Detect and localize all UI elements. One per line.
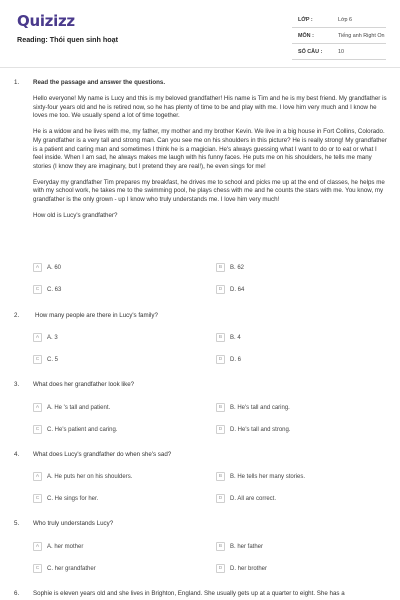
meta-row-class: [292, 12, 386, 28]
worksheet-meta-table: [292, 12, 386, 60]
option-d[interactable]: [216, 355, 241, 364]
option-letter-box: A: [33, 403, 42, 412]
passage-paragraph: Hello everyone! My name is Lucy and this is my beloved grandfather! His name is Tim and he is my best friend. My grandfather is sixty-four years old and he is retired now, so he has plenty of time to be and play with me. I love him very much and I know he loves me too. We usually spend a lot of time together.: [33, 95, 387, 120]
option-text: D. her brother: [230, 565, 268, 572]
option-letter-box: B: [216, 333, 225, 342]
option-letter-box: C: [33, 494, 42, 503]
question-number: 3.: [14, 381, 20, 388]
option-text: D. 64: [230, 286, 245, 293]
option-text: A. her mother: [47, 543, 84, 550]
option-b[interactable]: [216, 403, 290, 412]
option-letter-box: B: [216, 542, 225, 551]
meta-key: MÔN :: [298, 32, 314, 39]
passage-paragraph: He is a widow and he lives with me, my father, my mother and my brother Kevin. We live in a big house in Fort Collins, Colorado. My grandfather is a very tall and strong man. Can you see me on his shoulders in this picture? He is really strong! My grandfather is a patient and caring man and sometimes I think he is a magician. He's always guessing what I want to do or to eat or what I feel inside. When I am sad, he always makes me laugh with his funny faces. He puts me on his shoulders, he tells me many stories (I know they are imaginary, but I pretend they are real!), he even sings for me!: [33, 128, 387, 170]
option-letter-box: C: [33, 564, 42, 573]
question-text: How old is Lucy's grandfather?: [33, 212, 118, 220]
option-letter-box: D: [216, 494, 225, 503]
question-number: 6.: [14, 590, 20, 597]
option-text: C. He sings for her.: [47, 495, 99, 502]
option-d[interactable]: [216, 425, 291, 434]
question-text: Who truly understands Lucy?: [33, 520, 114, 527]
option-a[interactable]: [33, 333, 58, 342]
option-text: A. 60: [47, 264, 62, 271]
worksheet-title: Reading: Thói quen sinh hoạt: [17, 35, 119, 44]
option-letter-box: D: [216, 425, 225, 434]
option-letter-box: B: [216, 403, 225, 412]
option-c[interactable]: [33, 494, 98, 503]
question-number: 5.: [14, 520, 20, 527]
option-text: B. He tells her many stories.: [230, 473, 306, 480]
option-letter-box: A: [33, 542, 42, 551]
option-text: C. 5: [47, 356, 59, 363]
option-a[interactable]: [33, 403, 110, 412]
option-letter-box: A: [33, 472, 42, 481]
question-number: 2.: [14, 312, 20, 319]
option-text: B. He's tall and caring.: [230, 404, 290, 411]
option-text: C. her grandfather: [47, 565, 96, 572]
option-letter-box: A: [33, 263, 42, 272]
option-text: A. 3: [47, 334, 58, 341]
meta-key: LỚP :: [298, 16, 313, 23]
option-d[interactable]: [216, 285, 244, 294]
option-letter-box: B: [216, 263, 225, 272]
question-text: How many people are there in Lucy's family?: [35, 312, 158, 319]
option-letter-box: D: [216, 355, 225, 364]
option-letter-box: A: [33, 333, 42, 342]
meta-value: 10: [338, 48, 344, 55]
option-c[interactable]: [33, 564, 96, 573]
option-text: A. He 's tall and patient.: [47, 404, 111, 411]
option-c[interactable]: [33, 285, 61, 294]
passage-paragraph: Everyday my grandfather Tim prepares my breakfast, he drives me to school and picks me up at the end of classes, he helps me with my school work, he takes me to the swimming pool, he plays chess with me and he counts the stars with me. You know, my grandfather is the only grown - up I know who truly understands me. I love him very much!: [33, 178, 385, 204]
meta-key: SỐ CÂU :: [298, 48, 323, 55]
option-text: C. He's patient and caring.: [47, 426, 118, 433]
option-text: A. He puts her on his shoulders.: [47, 473, 133, 480]
option-text: B. 4: [230, 334, 241, 341]
option-letter-box: B: [216, 472, 225, 481]
passage-instruction: Read the passage and answer the questions.: [33, 79, 166, 86]
option-letter-box: C: [33, 285, 42, 294]
option-a[interactable]: [33, 472, 132, 481]
meta-value: Lớp 6: [338, 16, 353, 23]
option-text: D. 6: [230, 356, 242, 363]
option-letter-box: D: [216, 285, 225, 294]
option-text: B. her father: [230, 543, 264, 550]
meta-row-subject: [292, 28, 386, 44]
option-c[interactable]: [33, 355, 58, 364]
option-d[interactable]: [216, 564, 267, 573]
option-text: B. 62: [230, 264, 245, 271]
meta-value: Tiếng anh Right On: [338, 32, 385, 39]
question-body: [33, 79, 388, 228]
option-d[interactable]: [216, 494, 276, 503]
question-text: What does her grandfather look like?: [33, 381, 135, 388]
option-letter-box: C: [33, 355, 42, 364]
option-text: D. All are correct.: [230, 495, 277, 502]
option-letter-box: C: [33, 425, 42, 434]
option-b[interactable]: [216, 333, 241, 342]
option-c[interactable]: [33, 425, 118, 434]
question-text: What does Lucy's grandfather do when she's sad?: [33, 451, 172, 458]
header-divider: [0, 67, 400, 68]
option-text: C. 63: [47, 286, 62, 293]
option-a[interactable]: [33, 542, 83, 551]
question-text: Sophie is eleven years old and she lives in Brighton, England. She usually gets up at a quarter to eight. She has a: [33, 590, 345, 597]
quizizz-logo: Quizizz: [17, 12, 75, 30]
option-b[interactable]: [216, 542, 263, 551]
option-b[interactable]: [216, 472, 305, 481]
option-b[interactable]: [216, 263, 244, 272]
option-a[interactable]: [33, 263, 61, 272]
question-number: 1.: [14, 79, 20, 86]
option-letter-box: D: [216, 564, 225, 573]
meta-row-question-count: [292, 44, 386, 60]
option-text: D. He's tall and strong.: [230, 426, 291, 433]
question-number: 4.: [14, 451, 20, 458]
